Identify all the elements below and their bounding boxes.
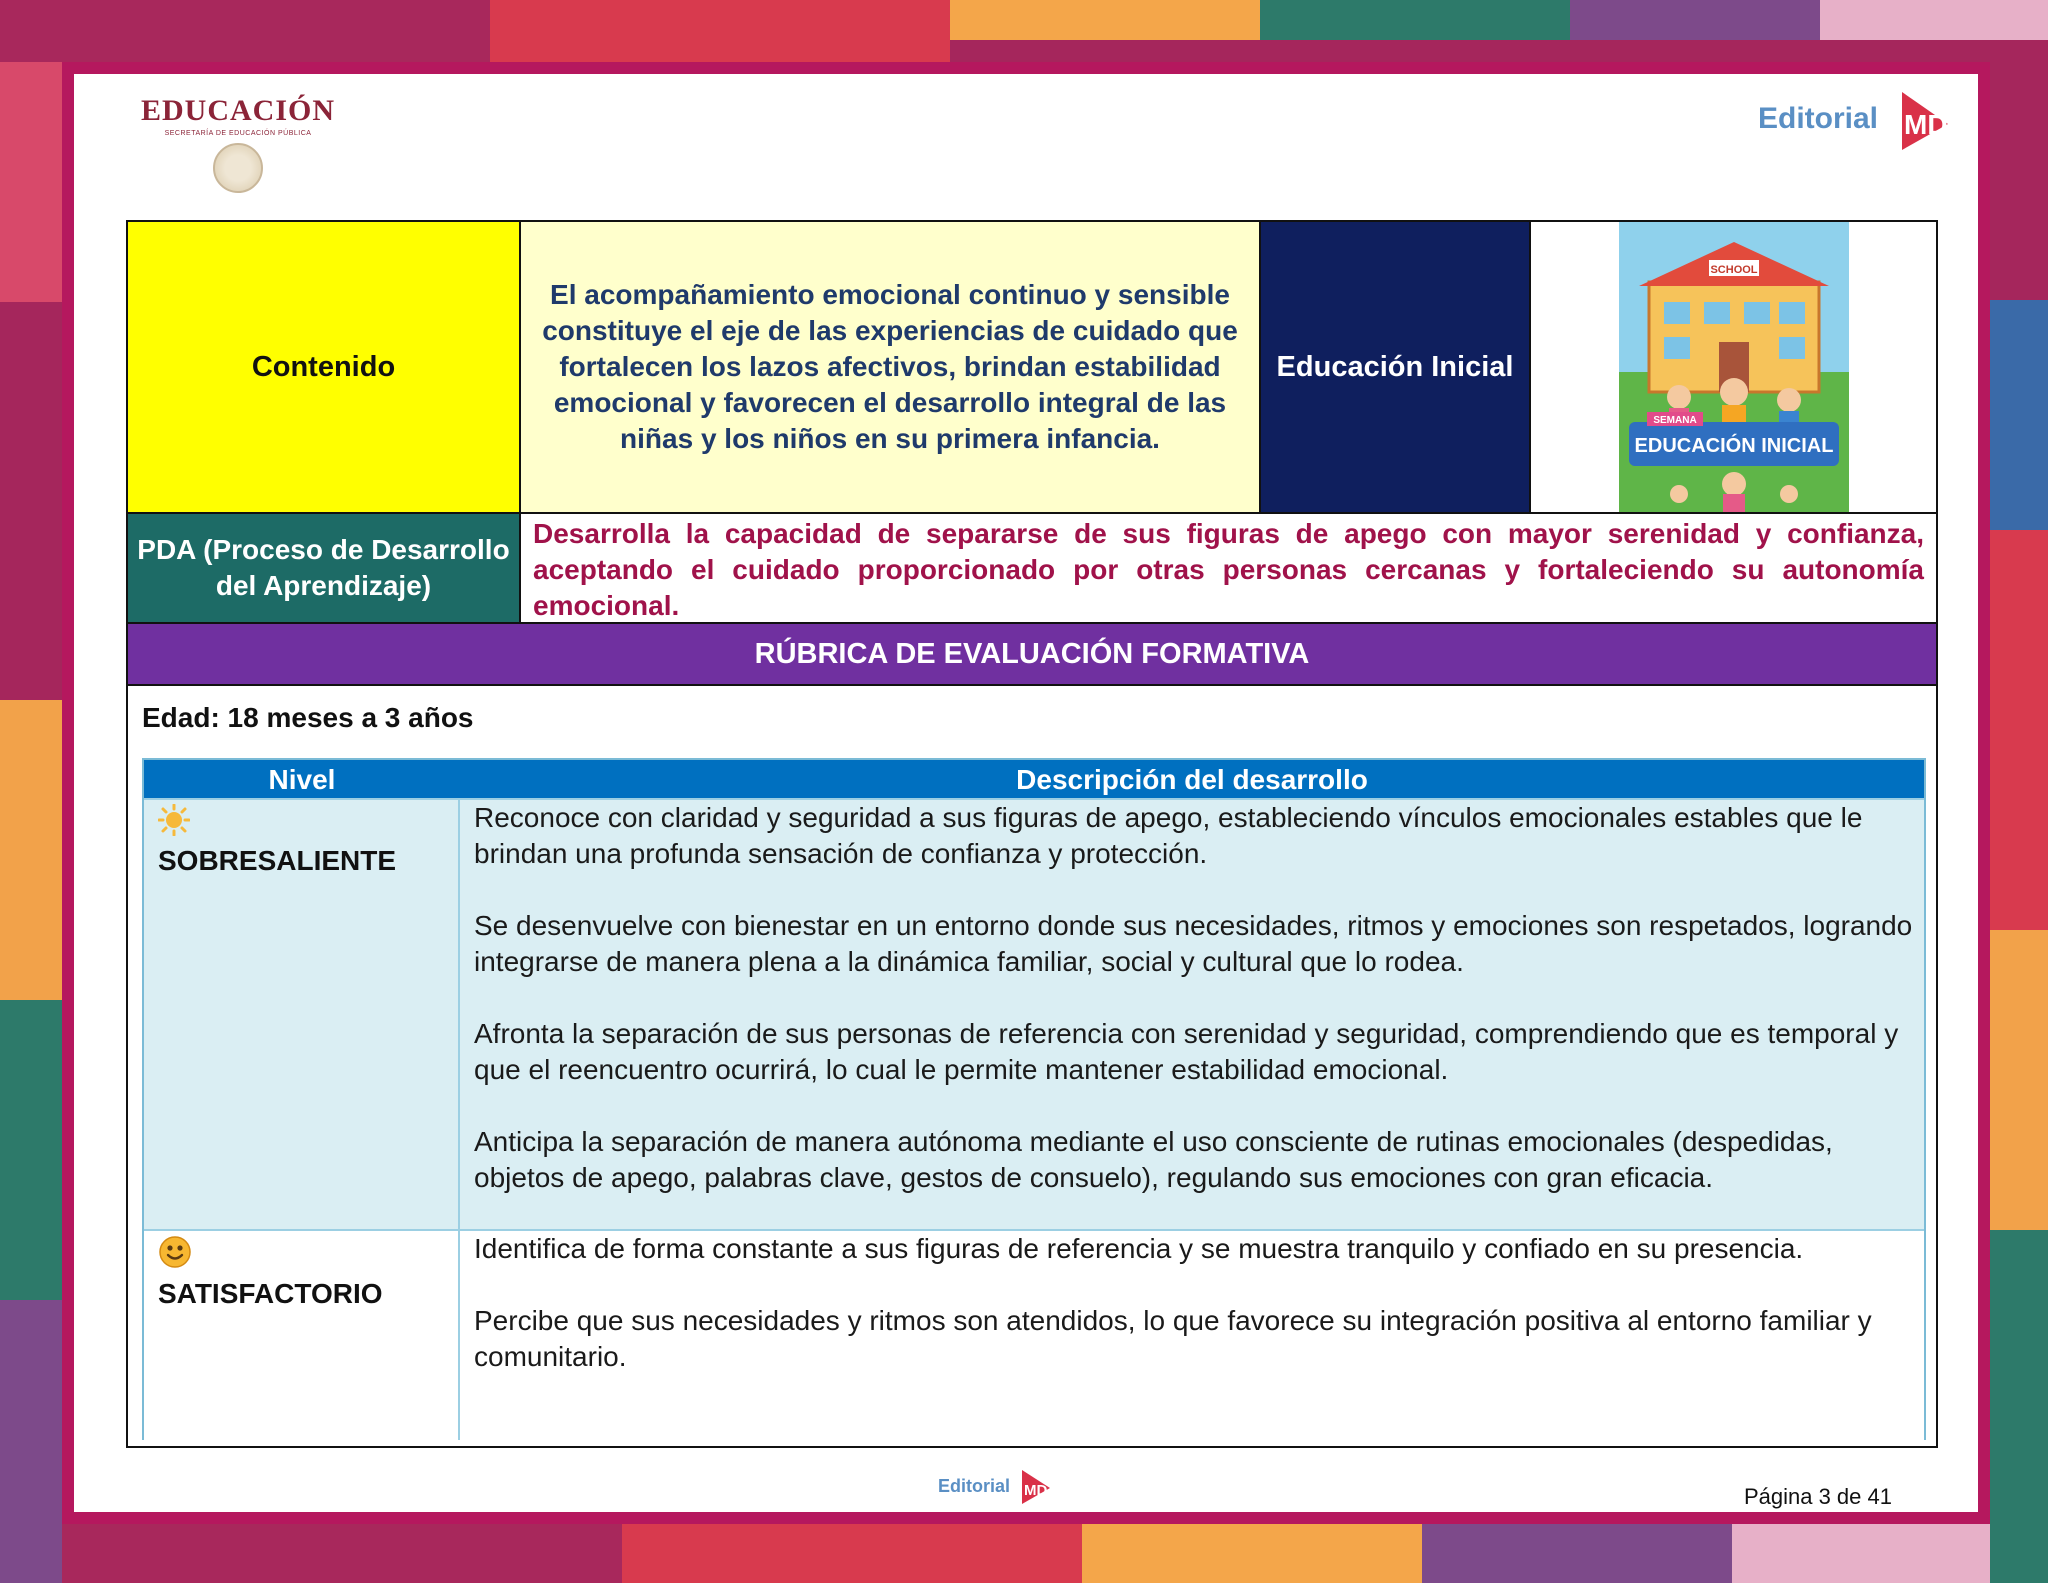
sun-icon xyxy=(158,804,190,836)
description-paragraph: Identifica de forma constante a sus figuras de referencia y se muestra tranquilo y confiado en su presencia. xyxy=(474,1233,1804,1264)
editorial-md-logo xyxy=(1758,84,1952,154)
col-header-nivel: Nivel xyxy=(268,764,336,795)
rubric-header-row xyxy=(144,760,1924,798)
contenido-row xyxy=(128,222,1936,514)
contenido-label: Contenido xyxy=(128,222,521,512)
level-description xyxy=(460,800,1924,1229)
pda-row xyxy=(128,514,1936,624)
rubric-row-satisfactorio xyxy=(144,1229,1924,1440)
pda-label: PDA (Proceso de Desarrollo del Aprendizaje) xyxy=(128,514,521,622)
description-paragraph: Afronta la separación de sus personas de referencia con serenidad y seguridad, comprendiendo que es temporal y que el reencuentro ocurrirá, lo cual le permite mantener estabilidad emocional. xyxy=(474,1018,1899,1085)
description-paragraph: Se desenvuelve con bienestar en un entorno donde sus necesidades, ritmos y emociones son respetados, logrando integrarse de manera plena a la dinámica familiar, social y cultural que lo rodea. xyxy=(474,910,1913,977)
level-label: SOBRESALIENTE xyxy=(158,845,397,876)
planning-table xyxy=(126,220,1938,1448)
national-seal-icon xyxy=(213,143,263,193)
document-page xyxy=(62,62,1990,1524)
editorial-logo-text: Editorial xyxy=(1757,102,1878,135)
sep-logo-subtitle: SECRETARÍA DE EDUCACIÓN PÚBLICA xyxy=(164,130,312,137)
rubric-row-sobresaliente xyxy=(144,798,1924,1229)
description-paragraph: Anticipa la separación de manera autónoma mediante el uso consciente de rutinas emocionales (despedidas, objetos de apego, palabras clave, gestos de consuelo), regulando sus emociones con gran eficacia. xyxy=(474,1126,1833,1193)
svg-text:MD: MD xyxy=(1024,1482,1048,1499)
sep-logo xyxy=(138,94,338,193)
level-cell xyxy=(144,800,460,1229)
sep-logo-title: EDUCACIÓN xyxy=(140,94,335,127)
educacion-inicial-poster xyxy=(1619,222,1849,512)
svg-text:MD: MD xyxy=(1904,109,1948,140)
page-number: Página 3 de 41 xyxy=(1743,1484,1892,1509)
footer-editorial-logo xyxy=(938,1466,1052,1506)
level-cell xyxy=(144,1231,460,1440)
md-logo-mark-icon xyxy=(1012,1466,1052,1506)
level-description xyxy=(460,1231,1924,1440)
svg-text:SEMANA: SEMANA xyxy=(1652,415,1697,426)
md-logo-mark-icon xyxy=(1882,84,1952,154)
col-header-descripcion: Descripción del desarrollo xyxy=(1016,764,1368,795)
svg-text:EDUCACIÓN INICIAL: EDUCACIÓN INICIAL xyxy=(1634,435,1833,457)
smiley-icon xyxy=(158,1235,192,1269)
description-paragraph: Percibe que sus necesidades y ritmos son atendidos, lo que favorece su integración positiva al entorno familiar y comunitario. xyxy=(474,1305,1872,1372)
footer-logo-text: Editorial xyxy=(938,1475,1011,1496)
poster-cell xyxy=(1531,222,1936,512)
contenido-text: El acompañamiento emocional continuo y sensible constituye el eje de las experiencias de cuidado que fortalecen los lazos afectivos, brindan estabilidad emocional y favorecen el desarrollo integral de las niñas y los niños en su primera infancia. xyxy=(521,222,1261,512)
area-label: Educación Inicial xyxy=(1261,222,1531,512)
rubric-table xyxy=(142,758,1926,1440)
pda-text: Desarrolla la capacidad de separarse de sus figuras de apego con mayor serenidad y confianza, aceptando el cuidado proporcionado por otras personas cercanas y fortaleciendo su autonomía emocional. xyxy=(533,518,1924,621)
school-illustration xyxy=(1619,222,1849,512)
age-range: Edad: 18 meses a 3 años xyxy=(142,702,474,733)
level-label: SATISFACTORIO xyxy=(158,1278,383,1309)
description-paragraph: Reconoce con claridad y seguridad a sus figuras de apego, estableciendo vínculos emocionales estables que le brindan una profunda sensación de confianza y protección. xyxy=(474,802,1863,869)
rubric-title: RÚBRICA DE EVALUACIÓN FORMATIVA xyxy=(128,624,1936,686)
svg-text:SCHOOL: SCHOOL xyxy=(1709,264,1758,276)
